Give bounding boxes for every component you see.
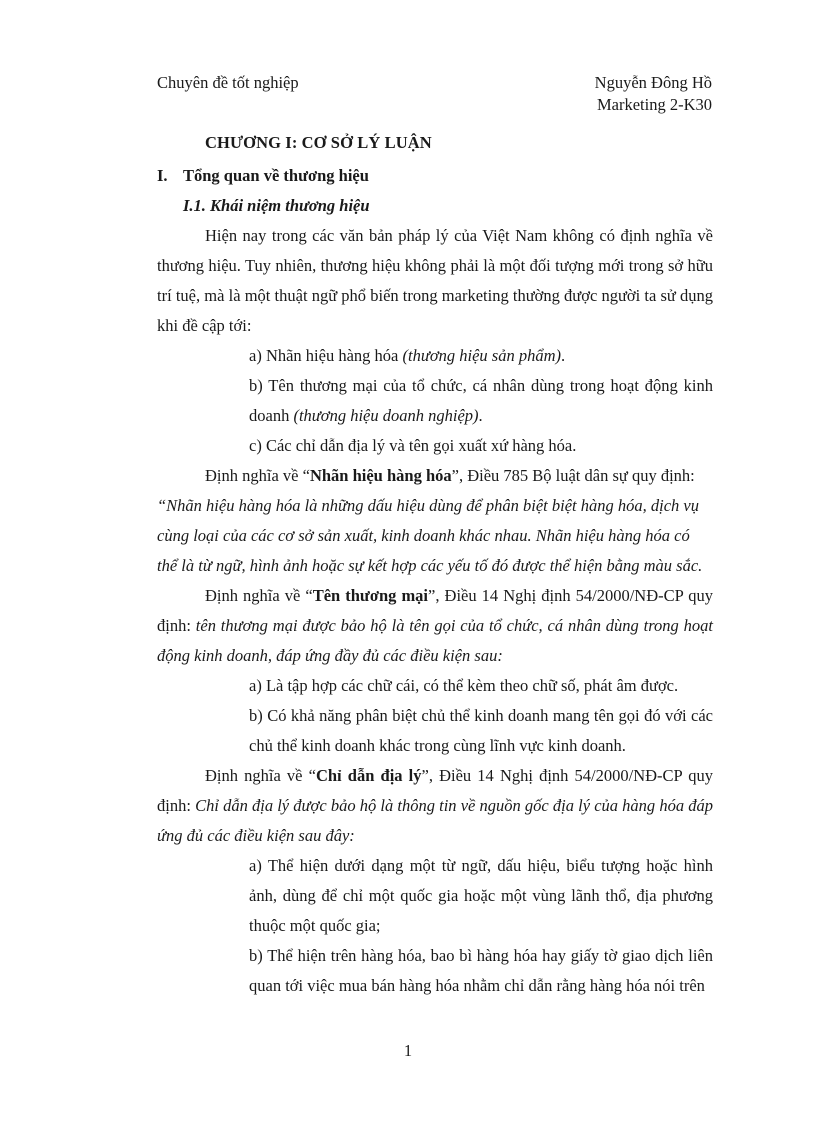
definition-2-quote: tên thương mại được bảo hộ là tên gọi của tổ chức, cá nhân dùng trong hoạt động kinh doanh, đáp ứng đầy đủ các điều kiện sau:	[157, 616, 713, 665]
list-block-2	[157, 671, 713, 761]
definition-1-quote: “Nhãn hiệu hàng hóa là những dấu hiệu dùng để phân biệt biệt hàng hóa, dịch vụ cùng loại của các cơ sở sản xuất, kinh doanh khác nhau. Nhãn hiệu hàng hóa có thể là từ ngữ, hình ảnh hoặc sự kết hợp các yếu tố đó được thể hiện bằng màu sắc.	[157, 496, 703, 575]
list-block-3	[157, 851, 713, 1001]
section-title: Tổng quan về thương hiệu	[183, 166, 369, 185]
definition-3-quote: Chỉ dẫn địa lý được bảo hộ là thông tin về nguồn gốc địa lý của hàng hóa đáp ứng đủ các điều kiện sau đây:	[157, 796, 713, 845]
definition-2-prefix: Định nghĩa về “	[205, 586, 313, 605]
definition-3-lead	[157, 761, 713, 851]
list2-item-b: b) Có khả năng phân biệt chủ thể kinh doanh mang tên gọi đó với các chủ thể kinh doanh khác trong cùng lĩnh vực kinh doanh.	[249, 706, 713, 755]
list-item-a	[249, 341, 713, 371]
list-item-a-italic: (thương hiệu sản phẩm)	[402, 346, 561, 365]
section-heading-1	[157, 161, 713, 191]
list2-item-a: a) Là tập hợp các chữ cái, có thể kèm theo chữ số, phát âm được.	[249, 676, 679, 695]
definition-3-suffix: ”, Điều 14 Nghị định 54/2000/NĐ-CP quy định:	[157, 766, 714, 815]
list3-item-a: a) Thể hiện dưới dạng một từ ngữ, dấu hiệu, biểu tượng hoặc hình ảnh, dùng để chỉ một quốc gia hoặc một vùng lãnh thổ, địa phương thuộc một quốc gia;	[249, 856, 713, 935]
chapter-title: CHƯƠNG I: CƠ SỞ LÝ LUẬN	[205, 133, 432, 152]
definition-1-term: Nhãn hiệu hàng hóa	[309, 466, 452, 485]
list-item-b	[249, 371, 713, 431]
page-number: 1	[403, 1041, 413, 1060]
list-item-b-italic: (thương hiệu doanh nghiệp)	[293, 406, 479, 425]
section-number: I.	[157, 166, 168, 185]
definition-2-term: Tên thương mại	[312, 586, 429, 605]
definition-1-lead	[157, 461, 713, 491]
list-item-c: c) Các chỉ dẫn địa lý và tên gọi xuất xứ hàng hóa.	[249, 436, 577, 455]
list-item-b-tail: .	[478, 406, 483, 425]
definition-2-suffix: ”, Điều 14 Nghị định 54/2000/NĐ-CP quy định:	[157, 586, 713, 635]
definition-1-suffix: ”, Điều 785 Bộ luật dân sự quy định:	[451, 466, 695, 485]
header-author-name: Nguyễn Đông Hồ	[594, 73, 712, 92]
header-class-name: Marketing 2-K30	[596, 95, 712, 115]
list-item-b-text: b) Tên thương mại của tổ chức, cá nhân dùng trong hoạt động kinh doanh	[249, 376, 713, 425]
header-left-text: Chuyên đề tốt nghiệp	[157, 73, 299, 92]
subsection-heading: I.1. Khái niệm thương hiệu	[183, 196, 370, 215]
document-running-header	[157, 72, 712, 117]
definition-3-term: Chỉ dẫn địa lý	[315, 766, 422, 785]
definition-1-prefix: Định nghĩa về “	[205, 466, 310, 485]
header-right-block	[595, 72, 712, 117]
definition-2-lead	[157, 581, 713, 671]
list3-item-b: b) Thể hiện trên hàng hóa, bao bì hàng hóa hay giấy tờ giao dịch liên quan tới việc mua bán hàng hóa nhằm chỉ dẫn rằng hàng hóa nói trên	[249, 946, 713, 995]
list-block-1	[157, 341, 713, 461]
intro-paragraph: Hiện nay trong các văn bản pháp lý của Việt Nam không có định nghĩa về thương hiệu. Tuy nhiên, thương hiệu không phải là một đối tượng mới trong sở hữu trí tuệ, mà là một thuật ngữ phổ biến trong marketing thường được người ta sử dụng khi đề cập tới:	[157, 226, 713, 335]
list-item-a-text: a) Nhãn hiệu hàng hóa	[249, 346, 403, 365]
definition-3-prefix: Định nghĩa về “	[205, 766, 316, 785]
document-body	[157, 128, 713, 1001]
list-item-a-tail: .	[561, 346, 566, 365]
